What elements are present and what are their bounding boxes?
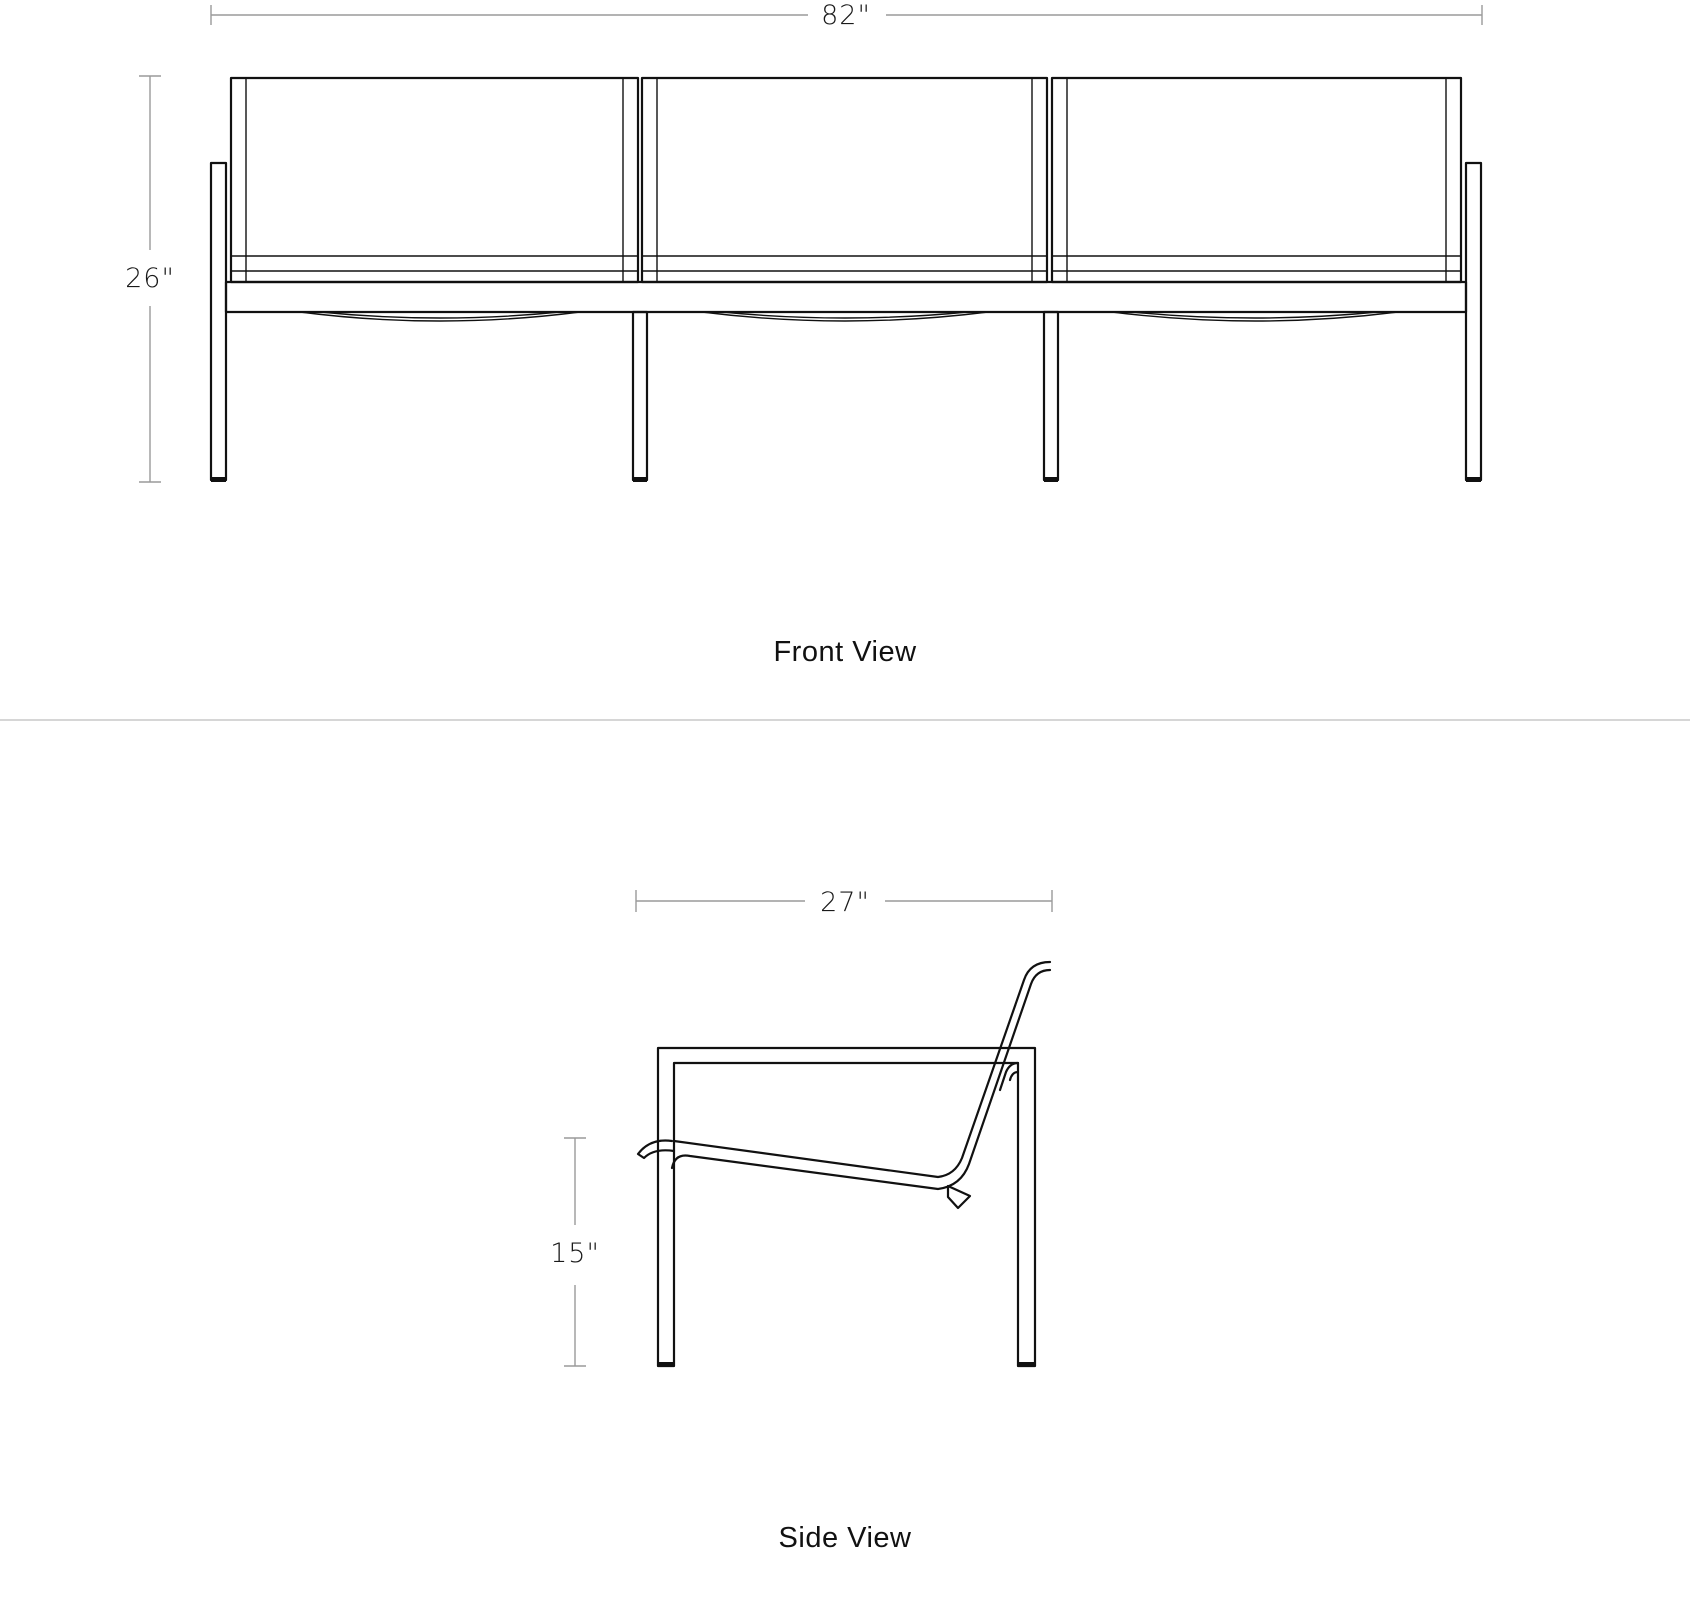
leg-middle-right [1044,312,1058,480]
side-seat-height-dimension [550,1138,600,1366]
front-height-dimension [125,76,175,482]
side-view-caption: Side View [778,1522,912,1554]
side-depth-dimension [636,887,1052,918]
back-joint-inner [1010,1072,1018,1080]
seat-sling-outer [674,962,1050,1177]
left-arm-post [211,163,226,480]
right-arm-post [1466,163,1481,480]
seat-sling-inner [672,970,1050,1189]
back-cushion-left [231,78,638,282]
leg-middle-left [633,312,647,480]
front-height-label: 26" [125,263,175,294]
front-view [125,0,1482,668]
side-depth-label: 27" [820,887,870,918]
front-width-dimension [211,0,1482,31]
seat-front-lip [638,1141,674,1158]
side-view [550,887,1052,1554]
sofa-front-elevation [211,78,1481,482]
strap-clip [948,1186,970,1208]
chair-side-elevation [638,962,1050,1367]
back-cushion-middle [642,78,1047,282]
front-view-caption: Front View [773,636,917,668]
back-cushion-right [1052,78,1461,282]
side-frame [658,1048,1035,1366]
seat-rail [226,282,1466,312]
side-seat-height-label: 15" [550,1238,600,1269]
front-width-label: 82" [821,0,871,31]
seat-sling-curves [300,312,1398,321]
